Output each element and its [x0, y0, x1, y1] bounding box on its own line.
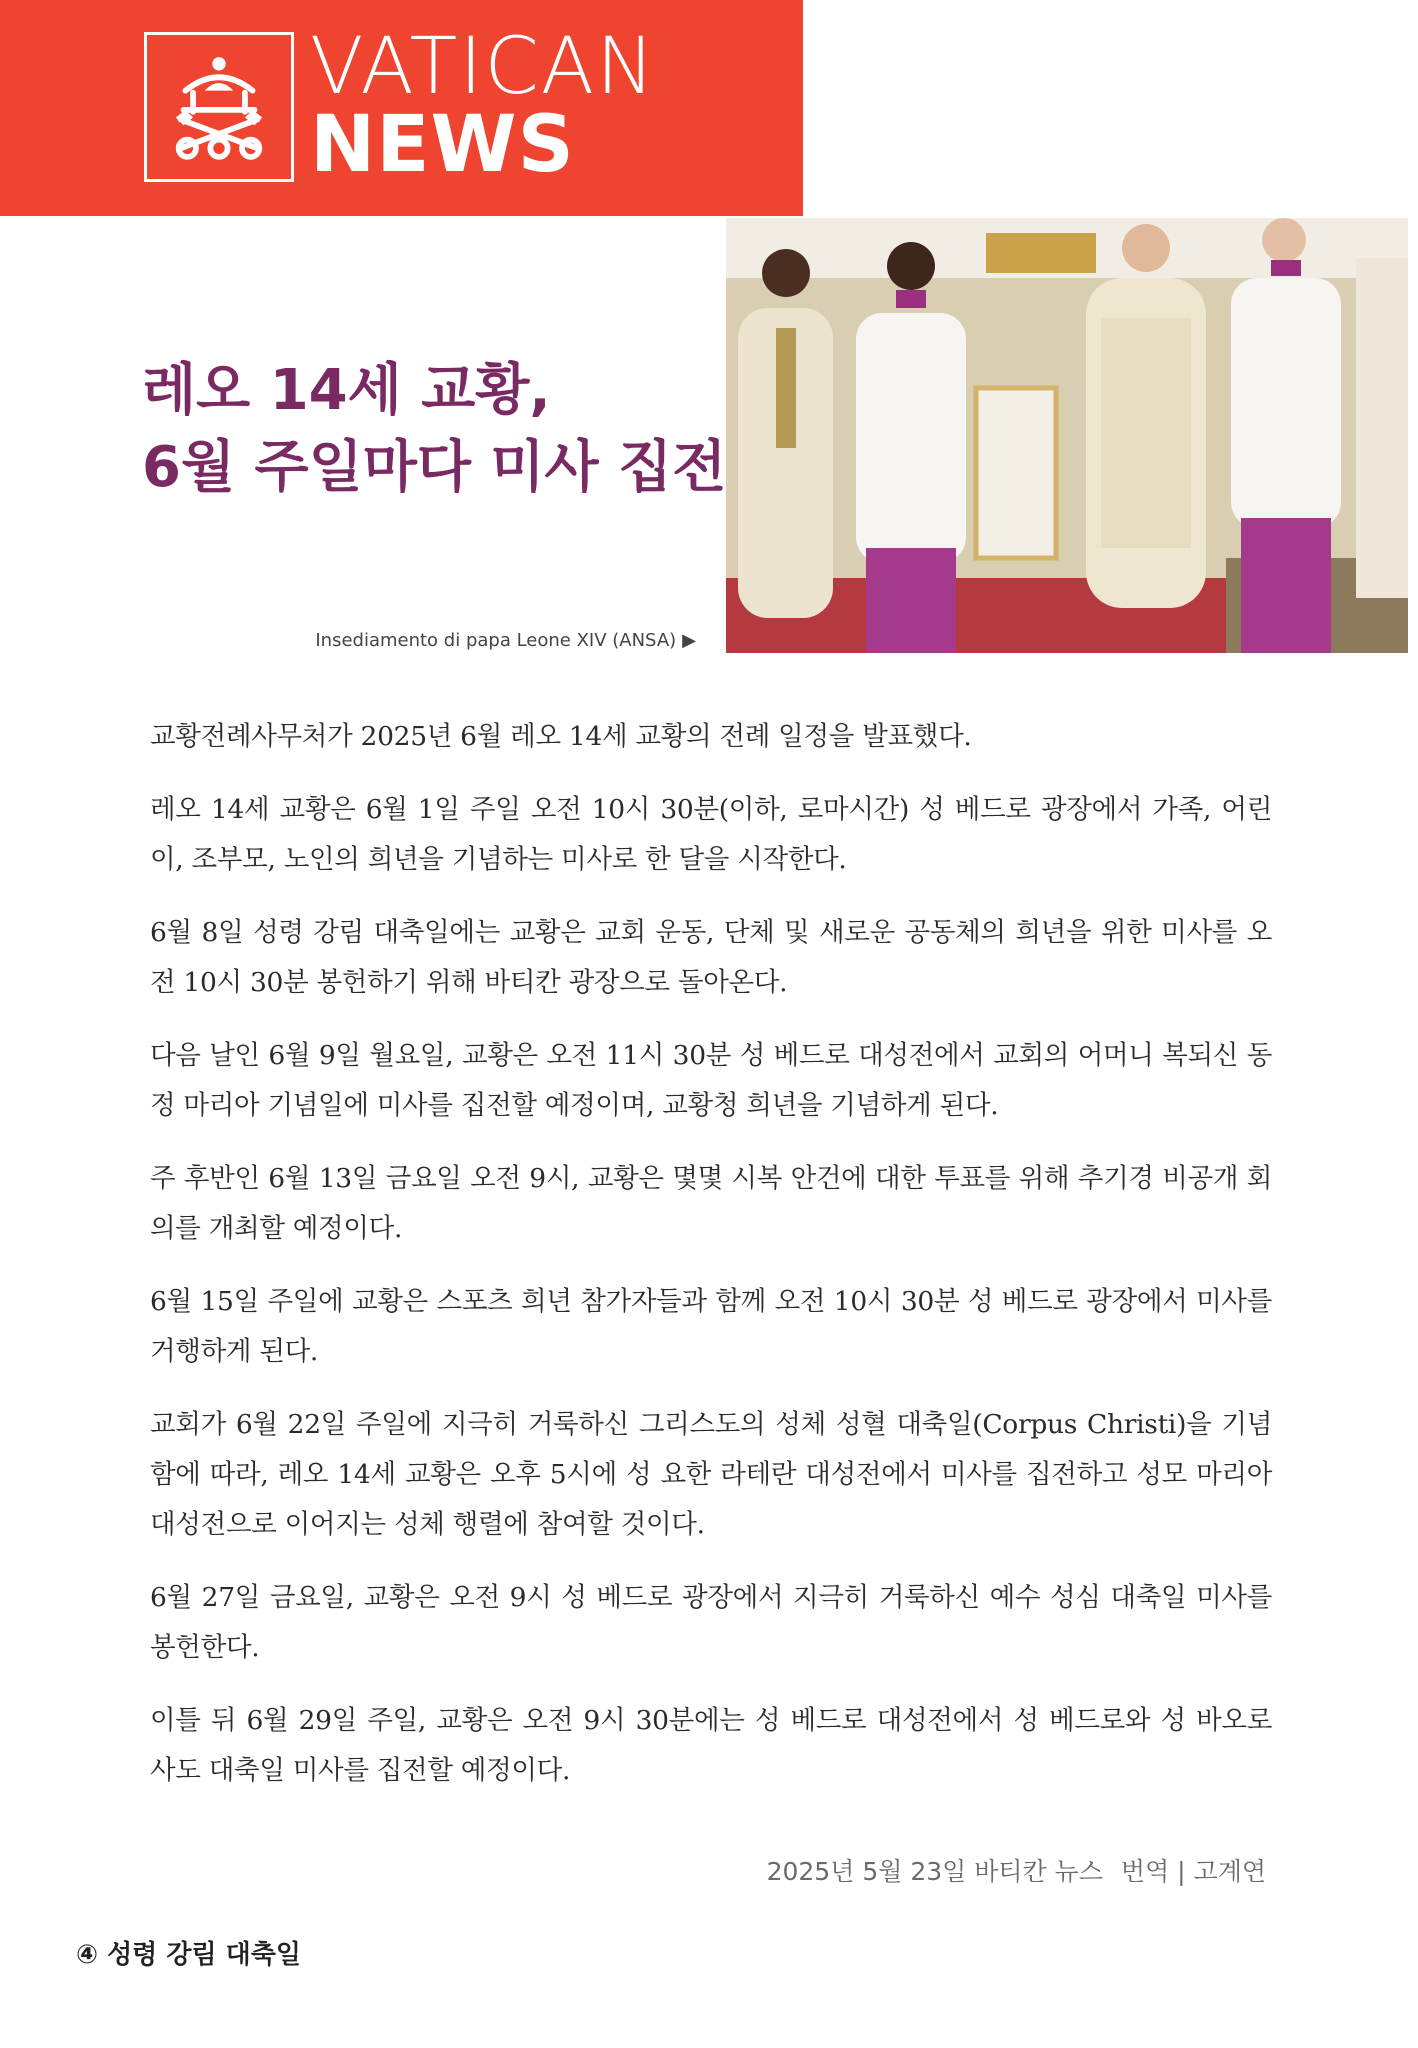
article-paragraph: 이틀 뒤 6월 29일 주일, 교황은 오전 9시 30분에는 성 베드로 대성전에서 성 베드로와 성 바오로 사도 대축일 미사를 집전할 예정이다.	[150, 1705, 1272, 1786]
article-paragraph: 6월 15일 주일에 교황은 스포츠 희년 참가자들과 함께 오전 10시 30분 성 베드로 광장에서 미사를 거행하게 된다.	[150, 1286, 1272, 1367]
date-source: 2025년 5월 23일 바티칸 뉴스	[766, 1857, 1103, 1886]
brand-banner	[0, 0, 803, 216]
brand-name-news: NEWS	[310, 100, 575, 190]
headline-line-2: 6월 주일마다 미사 집전	[142, 435, 727, 500]
article-body	[150, 712, 1272, 1819]
article-paragraph: 주 후반인 6월 13일 금요일 오전 9시, 교황은 몇몇 시복 안건에 대한 투표를 위해 추기경 비공개 회의를 개최할 예정이다.	[150, 1163, 1272, 1244]
article-paragraph: 6월 27일 금요일, 교황은 오전 9시 성 베드로 광장에서 지극히 거룩하신 예수 성심 대축일 미사를 봉헌한다.	[150, 1582, 1272, 1663]
translator-credit: 번역 | 고계연	[1120, 1857, 1266, 1886]
figure-attendant-right	[1231, 218, 1341, 653]
article-paragraph: 교황전례사무처가 2025년 6월 레오 14세 교황의 전례 일정을 발표했다.	[150, 721, 972, 752]
caption-arrow-icon: ▶	[682, 630, 696, 651]
article-paragraph: 다음 날인 6월 9일 월요일, 교황은 오전 11시 30분 성 베드로 대성전에서 교회의 어머니 복되신 동정 마리아 기념일에 미사를 집전할 예정이며, 교황청 희년을 기념하게 된다.	[150, 1040, 1272, 1121]
article-headline	[142, 352, 727, 506]
photo-caption	[315, 630, 696, 651]
ceremony-photo	[726, 218, 1408, 653]
article-paragraph: 6월 8일 성령 강림 대축일에는 교황은 교회 운동, 단체 및 새로운 공동체의 희년을 위한 미사를 오전 10시 30분 봉헌하기 위해 바티칸 광장으로 돌아온다.	[150, 917, 1272, 998]
papal-keys-emblem-icon	[144, 32, 294, 182]
headline-line-1: 레오 14세 교황,	[142, 358, 551, 423]
article-paragraph: 교회가 6월 22일 주일에 지극히 거룩하신 그리스도의 성체 성혈 대축일(Corpus Christi)을 기념함에 따라, 레오 14세 교황은 오후 5시에 성 요한 라테란 대성전에서 미사를 집전하고 성모 마리아 대성전으로 이어지는 성체 행렬에 참여할 것이다.	[150, 1409, 1272, 1540]
page-section-tag: ④ 성령 강림 대축일	[76, 1940, 301, 1970]
article-paragraph: 레오 14세 교황은 6월 1일 주일 오전 10시 30분(이하, 로마시간) 성 베드로 광장에서 가족, 어린이, 조부모, 노인의 희년을 기념하는 미사로 한 달을 시작한다.	[150, 794, 1272, 875]
article-credit	[767, 1852, 1266, 1888]
photo-caption-text: Insediamento di papa Leone XIV (ANSA)	[315, 630, 677, 651]
brand-name-vatican: VATICAN	[310, 22, 657, 112]
